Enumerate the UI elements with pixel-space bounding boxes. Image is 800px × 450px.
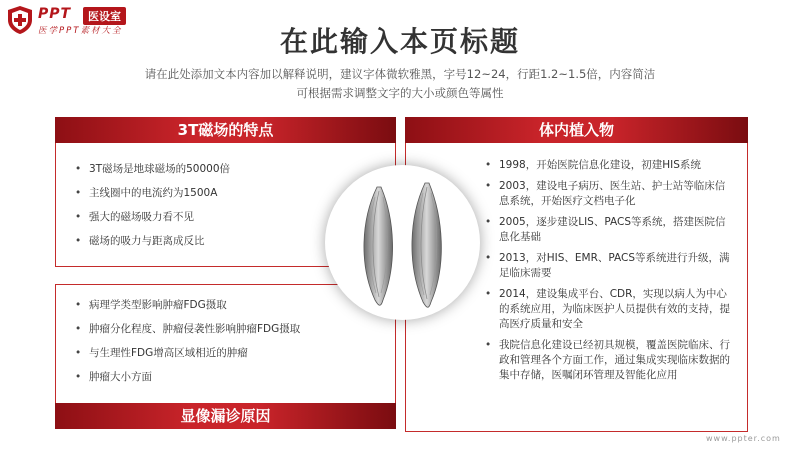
list-item: • 与生理性FDG增高区域相近的肿瘤 [75,346,375,361]
list-item: • 我院信息化建设已经初具规模，覆盖医院临床、行政和管理各个方面工作，通过集成实现临床数据的集中存储，医嘱闭环管理及智能化应用 [485,338,735,383]
muscle-illustration-circle [325,165,480,320]
panel-header-missed-diagnosis: 显像漏诊原因 [55,403,396,429]
watermark: www.ppter.com [706,434,781,443]
list-item: • 2003，建设电子病历、医生站、护士站等临床信息系统，开始医疗文档电子化 [485,179,735,209]
implants-list [485,158,735,389]
logo-badge: 医设室 [83,7,126,25]
list-item: • 磁场的吸力与距离成反比 [75,234,375,249]
logo-brand-text: PPT [38,6,72,22]
logo-subtitle: 医学PPT素材大全 [38,26,123,36]
list-item: • 肿瘤分化程度、肿瘤侵袭性影响肿瘤FDG摄取 [75,322,375,337]
list-item: • 病理学类型影响肿瘤FDG摄取 [75,298,375,313]
list-item: • 强大的磁场吸力看不见 [75,210,375,225]
list-item: • 2014，建设集成平台、CDR，实现以病人为中心的系统应用，为临床医护人员提供有效的支持，提高医疗质量和安全 [485,287,735,332]
list-item: • 3T磁场是地球磁场的50000倍 [75,162,375,177]
subtitle-line-2: 可根据需求调整文字的大小或颜色等属性 [296,86,504,100]
subtitle-line-1: 请在此处添加文本内容加以解释说明，建议字体微软雅黑，字号12~24，行距1.2~1.5倍，内容简洁 [144,67,656,81]
list-item: • 2013，对HIS、EMR、PACS等系统进行升级，满足临床需要 [485,251,735,281]
panel-header-magnetic-field: 3T磁场的特点 [55,117,396,143]
list-item: • 2005，逐步建设LIS、PACS等系统，搭建医院信息化基础 [485,215,735,245]
list-item: • 主线圈中的电流约为1500A [75,186,375,201]
muscle-illustration [325,165,480,320]
list-item: • 肿瘤大小方面 [75,370,375,385]
page-subtitle [100,65,700,103]
page-title: 在此输入本页标题 [279,25,520,58]
panel-header-implants: 体内植入物 [405,117,748,143]
list-item: • 1998，开始医院信息化建设，初建HIS系统 [485,158,735,173]
